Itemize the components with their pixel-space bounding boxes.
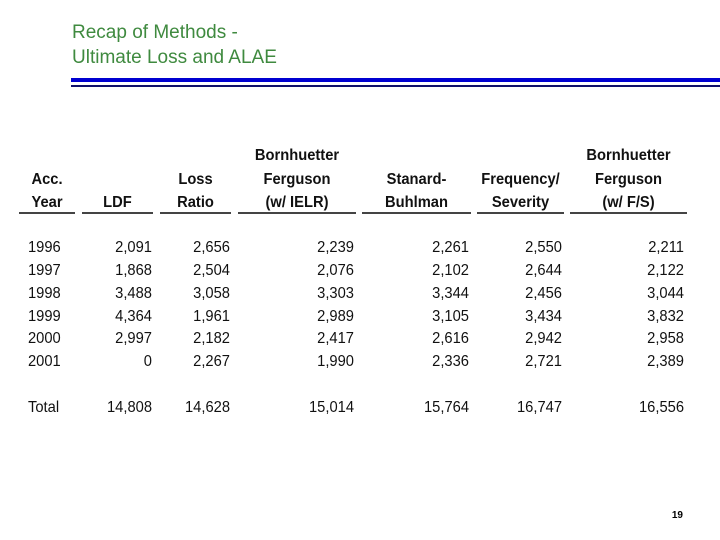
column-header-line: Year	[31, 194, 63, 211]
column-header-line	[480, 144, 560, 168]
column-header-line	[85, 144, 150, 168]
column-header	[243, 144, 352, 215]
total-row-cell: 15,014	[308, 399, 354, 416]
column-header-line	[163, 144, 228, 168]
table-row-cell: 2,336	[432, 353, 469, 370]
table-row-label: 1997	[28, 262, 61, 279]
table-row-cell: 2,122	[647, 262, 684, 279]
title-divider-thin	[71, 85, 720, 87]
column-underline	[160, 212, 231, 214]
column-header-line: Stanard-	[386, 170, 447, 188]
total-row-cell: 14,628	[184, 399, 230, 416]
table-row-cell: 2,211	[648, 239, 684, 256]
total-row-cell: 15,764	[423, 399, 469, 416]
table-row-cell: 2,182	[193, 330, 230, 347]
table-row-cell: 2,504	[193, 262, 230, 279]
table-row-cell: 3,434	[525, 308, 562, 325]
column-underline	[19, 212, 75, 214]
table-row-label: 1996	[28, 239, 61, 256]
table-row-label: 2001	[28, 353, 61, 370]
column-header-line: (w/ IELR)	[265, 194, 329, 211]
table-row-cell: 2,267	[193, 353, 230, 370]
column-header	[366, 144, 466, 215]
table-row-cell: 2,091	[115, 239, 152, 256]
table-row-cell: 4,364	[115, 308, 152, 325]
column-header-line: Bornhuetter	[254, 147, 340, 164]
column-header	[480, 144, 560, 215]
column-header-line: Frequency/	[481, 170, 560, 188]
table-row-cell: 1,990	[317, 353, 354, 370]
table-row-cell: 2,389	[647, 353, 684, 370]
column-header-line: Ferguson	[594, 170, 663, 188]
table-row-cell: 3,344	[432, 285, 469, 302]
column-underline	[570, 212, 687, 214]
table-row-cell: 2,997	[115, 330, 152, 347]
column-header	[163, 144, 228, 215]
table-row-label: 2000	[28, 330, 61, 347]
column-header-line	[21, 144, 73, 168]
table-row-cell: 2,989	[317, 308, 354, 325]
table-row-cell: 3,832	[647, 308, 684, 325]
column-header-line: Acc.	[31, 170, 63, 188]
table-row-cell: 2,616	[432, 330, 469, 347]
table-row-cell: 3,488	[115, 285, 152, 302]
table-row-cell: 3,044	[647, 285, 684, 302]
column-header-line: Bornhuetter	[586, 147, 671, 164]
table-row-cell: 1,961	[193, 308, 230, 325]
table-row-cell: 3,105	[432, 308, 469, 325]
total-row-cell: 14,808	[106, 399, 152, 416]
table-row-cell: 2,417	[317, 330, 354, 347]
column-header-line: LDF	[103, 194, 132, 211]
table-row-cell: 2,550	[525, 239, 562, 256]
table-row-cell: 2,942	[525, 330, 562, 347]
table-row-cell: 2,958	[647, 330, 684, 347]
column-header	[21, 144, 73, 215]
slide-title-line1: Recap of Methods -	[72, 22, 238, 43]
table-row-cell: 2,456	[525, 285, 562, 302]
column-header-line: Ferguson	[263, 170, 331, 188]
table-row-label: 1999	[28, 308, 61, 325]
table-row-cell: 2,239	[317, 239, 354, 256]
column-underline	[238, 212, 356, 214]
table-row-cell: 1,868	[115, 262, 152, 279]
table-row-cell: 2,656	[193, 239, 230, 256]
column-header	[575, 144, 683, 215]
page-number: 19	[671, 510, 683, 521]
table-row-label: 1998	[28, 285, 61, 302]
column-header-line	[85, 168, 150, 192]
table-row-cell: 2,721	[525, 353, 562, 370]
table-row-cell: 2,102	[432, 262, 469, 279]
title-divider-thick	[71, 78, 720, 82]
table-row-cell: 3,058	[193, 285, 230, 302]
slide-title	[72, 20, 277, 70]
column-header-line: Ratio	[177, 194, 214, 211]
slide-title-line2: Ultimate Loss and ALAE	[72, 47, 277, 68]
total-row-cell: 16,556	[638, 399, 684, 416]
total-row-cell: 16,747	[516, 399, 562, 416]
total-row-label: Total	[28, 399, 60, 416]
table-row-cell: 0	[143, 353, 152, 370]
column-underline	[362, 212, 471, 214]
column-header-line: (w/ F/S)	[602, 194, 655, 211]
table-row-cell: 2,076	[317, 262, 354, 279]
column-header-line	[366, 144, 466, 168]
table-row-cell: 2,261	[432, 239, 469, 256]
table-row-cell: 3,303	[317, 285, 354, 302]
table-row-cell: 2,644	[525, 262, 562, 279]
column-header	[85, 144, 150, 215]
column-header-line: Buhlman	[385, 194, 448, 211]
column-underline	[82, 212, 153, 214]
column-header-line: Loss	[178, 170, 213, 188]
column-underline	[477, 212, 564, 214]
column-header-line: Severity	[491, 194, 550, 211]
